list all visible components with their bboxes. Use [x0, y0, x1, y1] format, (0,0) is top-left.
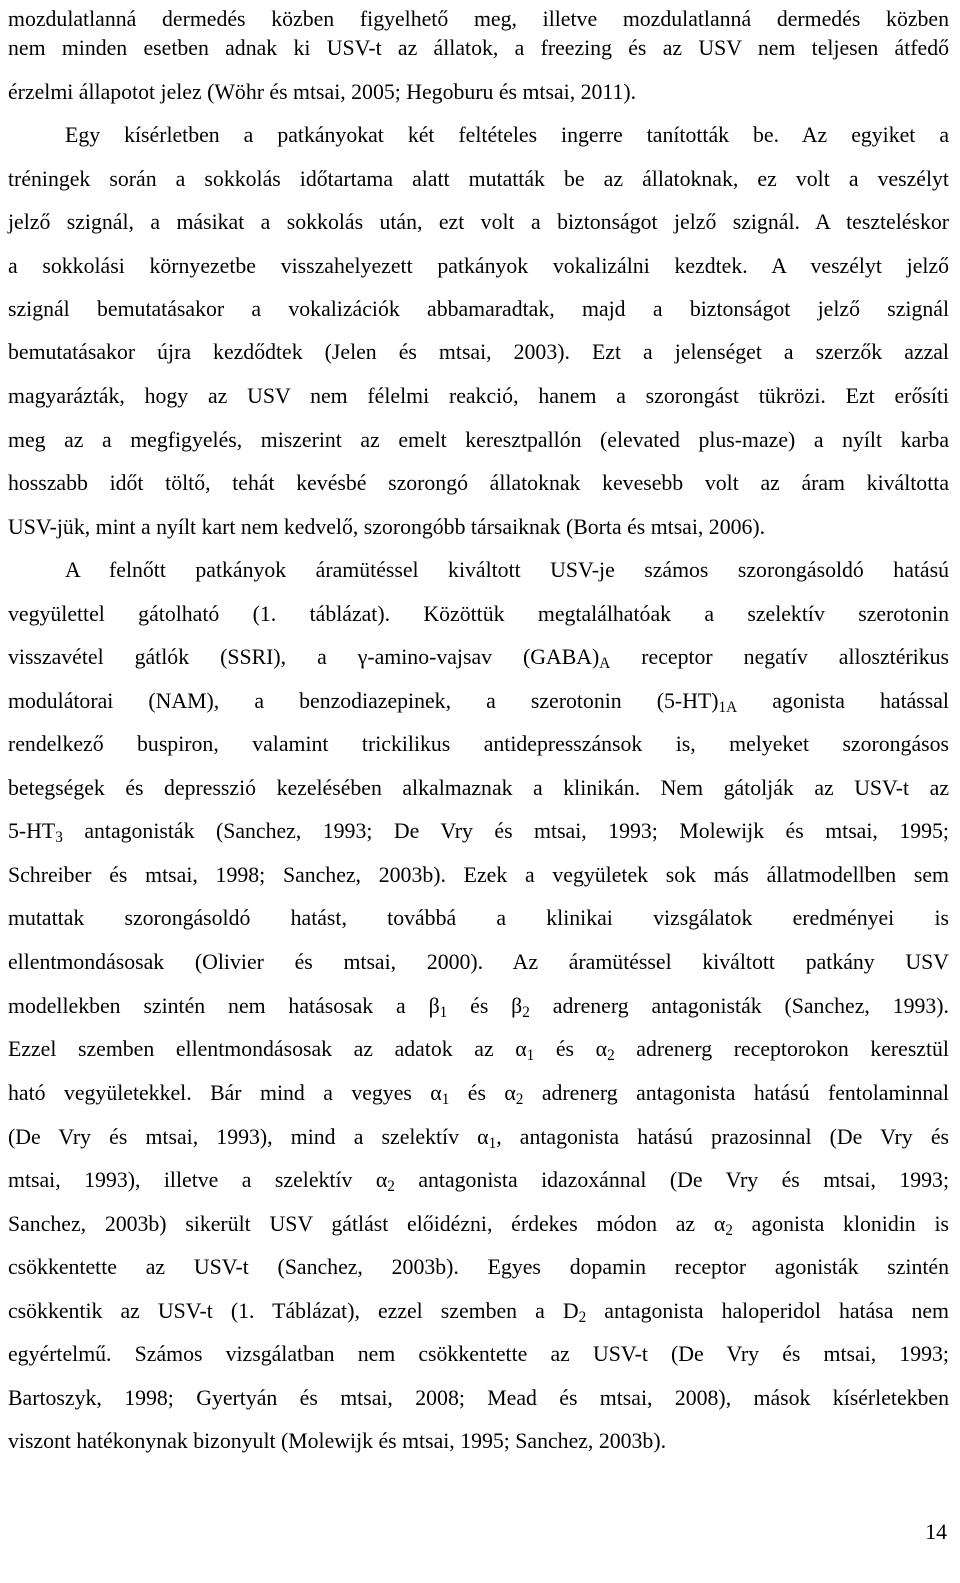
text-span: csökkentik az USV-t (1. Táblázat), ezzel szemben a D	[8, 1299, 579, 1323]
text-span: (De Vry és mtsai, 1993), mind a szelektív α	[8, 1125, 489, 1149]
text-line: USV-jük, mint a nyílt kart nem kedvelő, szorongóbb társaiknak (Borta és mtsai, 2006).	[8, 515, 766, 539]
text-span: mtsai, 1993), illetve a szelektív α	[8, 1168, 388, 1192]
text-span: modellekben szintén nem hatásosak a β	[8, 994, 440, 1018]
text-span: 5-HT	[8, 819, 56, 843]
text-line: egyértelmű. Számos vizsgálatban nem csökkentette az USV-t (De Vry és mtsai, 1993;	[8, 1342, 949, 1366]
text-span: agonista hatással	[737, 689, 949, 713]
text-line	[8, 816, 949, 846]
subscript: 1	[526, 1046, 535, 1064]
subscript: 2	[725, 1221, 733, 1239]
subscript: 2	[387, 1177, 395, 1195]
text-span: antagonista haloperidol hatása nem	[586, 1299, 949, 1323]
text-span: és β	[447, 994, 523, 1018]
text-line: Bartoszyk, 1998; Gyertyán és mtsai, 2008; Mead és mtsai, 2008), mások kísérletekben	[8, 1386, 949, 1410]
text-line	[8, 1078, 949, 1108]
subscript: A	[599, 654, 611, 672]
text-line: bemutatásakor újra kezdődtek (Jelen és mtsai, 2003). Ezt a jelenséget a szerzők azzal	[8, 340, 949, 364]
text-span: ható vegyületekkel. Bár mind a vegyes α	[8, 1081, 442, 1105]
subscript: 1	[441, 1090, 450, 1108]
text-span: antagonisták (Sanchez, 1993; De Vry és mtsai, 1993; Molewijk és mtsai, 1995;	[62, 819, 949, 843]
text-line: jelző szignál, a másikat a sokkolás után, ezt volt a biztonságot jelző szignál. A teszteléskor	[8, 210, 949, 234]
text-line	[8, 686, 949, 716]
text-span: antagonista idazoxánnal (De Vry és mtsai, 1993;	[394, 1168, 949, 1192]
text-line: rendelkező buspiron, valamint trickilikus antidepresszánsok is, melyeket szorongásos	[8, 732, 949, 756]
text-span: adrenerg receptorokon keresztül	[614, 1037, 949, 1061]
text-span: modulátorai (NAM), a benzodiazepinek, a szerotonin (5-HT)	[8, 689, 719, 713]
text-line: Schreiber és mtsai, 1998; Sanchez, 2003b). Ezek a vegyületek sok más állatmodellben sem	[8, 863, 949, 887]
text-line	[8, 1034, 949, 1064]
text-line	[8, 642, 949, 672]
text-line: hosszabb időt töltő, tehát kevésbé szorongó állatoknak kevesebb volt az áram kiváltotta	[8, 471, 949, 495]
text-line: betegségek és depresszió kezelésében alkalmaznak a klinikán. Nem gátolják az USV-t az	[8, 776, 949, 800]
text-line	[8, 1296, 949, 1326]
text-line: mozdulatlanná dermedés közben figyelhető meg, illetve mozdulatlanná dermedés közben	[8, 7, 949, 31]
text-span: adrenerg antagonisták (Sanchez, 1993).	[529, 994, 949, 1018]
text-line: ellentmondásosak (Olivier és mtsai, 2000). Az áramütéssel kiváltott patkány USV	[8, 950, 949, 974]
page-number: 14	[925, 1520, 947, 1544]
subscript: 1A	[718, 698, 738, 716]
text-line: szignál bemutatásakor a vokalizációk abbamaradtak, majd a biztonságot jelző szignál	[8, 297, 949, 321]
text-line	[8, 1165, 949, 1195]
text-line	[8, 1209, 949, 1239]
text-line: mutattak szorongásoldó hatást, továbbá a klinikai vizsgálatok eredményei is	[8, 906, 949, 930]
text-line: Egy kísérletben a patkányokat két feltételes ingerre tanították be. Az egyiket a	[65, 123, 949, 147]
text-line: A felnőtt patkányok áramütéssel kiváltott USV-je számos szorongásoldó hatású	[65, 558, 949, 582]
text-line: csökkentette az USV-t (Sanchez, 2003b). Egyes dopamin receptor agonisták szintén	[8, 1255, 949, 1279]
text-span: , antagonista hatású prazosinnal (De Vry és	[496, 1125, 950, 1149]
text-span: Sanchez, 2003b) sikerült USV gátlást előidézni, érdekes módon az α	[8, 1212, 726, 1236]
text-line	[8, 991, 949, 1021]
subscript: 2	[607, 1046, 615, 1064]
text-line: tréningek során a sokkolás időtartama alatt mutatták be az állatoknak, ez volt a veszélyt	[8, 167, 949, 191]
text-span: adrenerg antagonista hatású fentolaminnal	[523, 1081, 949, 1105]
text-line: érzelmi állapotot jelez (Wöhr és mtsai, 2005; Hegoburu és mtsai, 2011).	[8, 80, 637, 104]
text-line: viszont hatékonynak bizonyult (Molewijk és mtsai, 1995; Sanchez, 2003b).	[8, 1429, 667, 1453]
text-span: agonista klonidin is	[732, 1212, 949, 1236]
text-span: receptor negatív allosztérikus	[610, 645, 949, 669]
text-span: és α	[449, 1081, 516, 1105]
subscript: 3	[55, 828, 63, 846]
subscript: 2	[515, 1090, 524, 1108]
text-span: Ezzel szemben ellentmondásosak az adatok az α	[8, 1037, 527, 1061]
text-span: visszavétel gátlók (SSRI), a γ-amino-vajsav (GABA)	[8, 645, 600, 669]
subscript: 2	[578, 1308, 587, 1326]
text-span: és α	[534, 1037, 608, 1061]
text-line: meg az a megfigyelés, miszerint az emelt keresztpallón (elevated plus-maze) a nyílt karba	[8, 428, 949, 452]
subscript: 1	[439, 1003, 448, 1021]
subscript: 2	[522, 1003, 530, 1021]
text-line: magyarázták, hogy az USV nem félelmi reakció, hanem a szorongást tükrözi. Ezt erősíti	[8, 384, 949, 408]
text-line: vegyülettel gátolható (1. táblázat). Közöttük megtalálhatóak a szelektív szerotonin	[8, 602, 949, 626]
text-line	[8, 1122, 949, 1152]
text-line: nem minden esetben adnak ki USV-t az állatok, a freezing és az USV nem teljesen átfedő	[8, 36, 949, 60]
subscript: 1	[488, 1134, 497, 1152]
text-line: a sokkolási környezetbe visszahelyezett patkányok vokalizálni kezdtek. A veszélyt jelző	[8, 254, 949, 278]
